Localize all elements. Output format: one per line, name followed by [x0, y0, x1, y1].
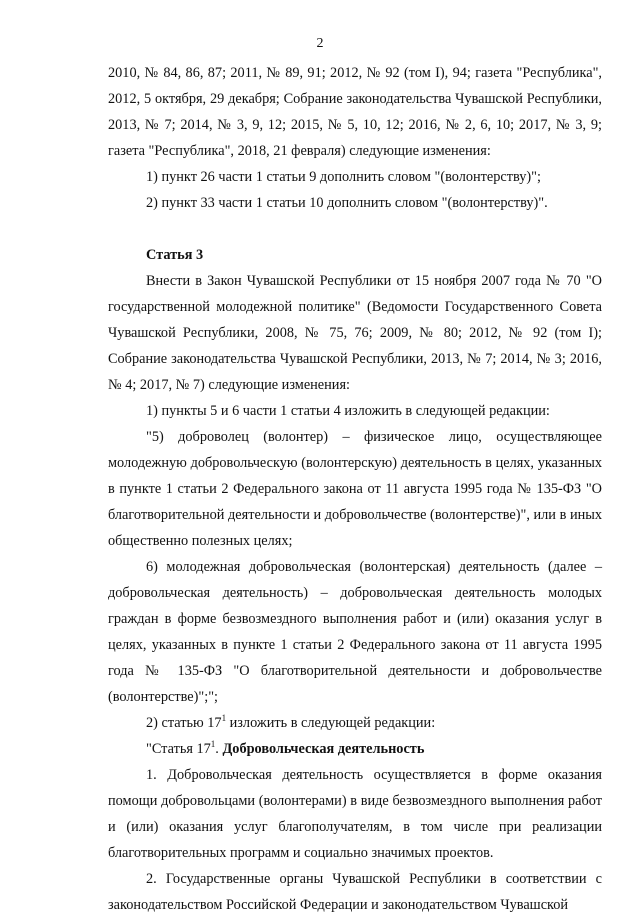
change-item-1: 1) пункт 26 части 1 статьи 9 дополнить словом "(волонтерству)";	[146, 169, 541, 185]
item-2-text: 2) статью 17	[146, 715, 222, 731]
new-article-dot: .	[215, 741, 223, 757]
intro-continuation: 2010, № 84, 86, 87; 2011, № 89, 91; 2012, № 92 (том I), 94; газета "Республика", 2012, 5 октября, 29 декабря; Собрание законодательства Чувашской Республики, 2013, № 7; 2014, № 3, 9, 12; 2015, № 5, 10, 12; 2016, № 2, 6, 10; 2017, № 3, 9; газета "Республика", 2018, 21 февраля) следующие изменения:	[108, 65, 602, 159]
point-6: 6) молодежная добровольческая (волонтерская) деятельность (далее – добровольческая деятельность) – добровольческая деятельность молодых граждан в форме безвозмездного выполнения работ и (или) оказания услуг в целях, указанных в пункте 1 статьи 2 Федерального закона от 11 августа 1995 года № 135-ФЗ "О благотворительной деятельности и добровольчестве (волонтерстве)";";	[108, 559, 602, 705]
point-5: "5) доброволец (волонтер) – физическое лицо, осуществляющее молодежную добровольческую (волонтерскую) деятельность в целях, указанных в пункте 1 статьи 2 Федерального закона от 11 августа 1995 года № 135-ФЗ "О благотворительной деятельности и добровольчестве (волонтерстве)", или в иных общественно полезных целях;	[108, 429, 602, 549]
article-3-item-2	[108, 710, 602, 736]
article-3-intro: Внести в Закон Чувашской Республики от 15 ноября 2007 года № 70 "О государственной молодежной политике" (Ведомости Государственного Совета Чувашской Республики, 2008, № 75, 76; 2009, № 80; 2012, № 92 (том I); Собрание законодательства Чувашской Республики, 2013, № 7; 2014, № 3; 2016, № 4; 2017, № 7) следующие изменения:	[108, 273, 602, 393]
part-2: 2. Государственные органы Чувашской Республики в соответствии с законодательством Российской Федерации и законодательством Чувашской	[108, 871, 602, 913]
item-2-text-end: изложить в следующей редакции:	[226, 715, 436, 731]
new-article-heading	[108, 736, 602, 762]
article-3-heading: Статья 3	[146, 247, 204, 263]
article-3-item-1: 1) пункты 5 и 6 части 1 статьи 4 изложить в следующей редакции:	[146, 403, 550, 419]
item-2-superscript: 1	[221, 713, 227, 724]
part-1: 1. Добровольческая деятельность осуществляется в форме оказания помощи добровольцами (волонтерами) в виде безвозмездного выполнения работ и (или) оказания услуг благополучателям, в том числе при реализации благотворительных программ и социально значимых проектов.	[108, 767, 602, 861]
new-article-superscript: 1	[210, 739, 216, 750]
new-article-prefix: "Статья 17	[146, 741, 211, 757]
change-item-2: 2) пункт 33 части 1 статьи 10 дополнить словом "(волонтерству)".	[146, 195, 548, 211]
new-article-title: Добровольческая деятельность	[222, 741, 425, 757]
page-number: 2	[316, 36, 324, 51]
document-body	[108, 60, 602, 918]
